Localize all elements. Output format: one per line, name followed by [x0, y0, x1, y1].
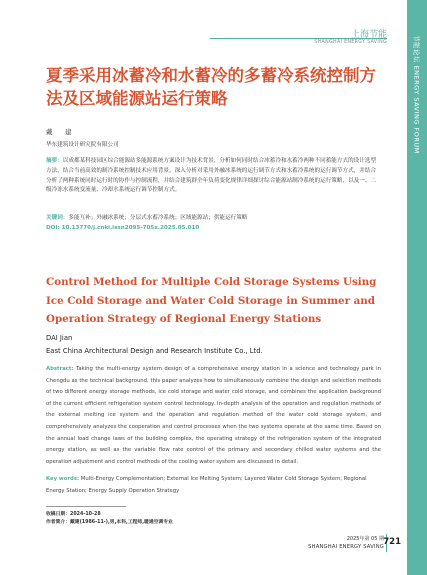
journal-name: 上海节能 [350, 30, 387, 40]
abstract-zh [46, 157, 379, 196]
page-number: 721 [383, 537, 401, 547]
abstract-en [46, 364, 381, 468]
header-divider [210, 38, 387, 39]
abstract-text-zh: 以成都某科技园区综合能源站多能源系统方案设计为技术背景，分析如何同时结合冰蓄冷和水蓄冷两种不同蓄能方式的设计选型方法，结合当前高效的制冷系统控制技术应用背景，深入分析对采用外融冰系统的运行调节方式和水蓄冷系统的运行调节方式，并结合分析了两种系统同时运行时的协作与控制流程，并结合建筑群全年负荷变化规律详细探讨综合能源站制冷系统的运行策略，以及一、二级冷冻水系统变流量、冷却水系统运行调节控制方式。 [46, 158, 377, 194]
abstract-text-en: Taking the multi-energy system design of a comprehensive energy station in a science and technology park in Chengdu as the technical background, this paper analyzes how to simultaneously combine the design and selection methods of two different energy storage methods, ice cold storage and water cold storage, and combines the application background of the current efficient refrigeration system control technology. In-depth analysis of the operation and regulation methods of the external melting ice system and the operation and regulation method of the water cold storage system, and comprehensively analyzes the cooperation and control processes when the two systems operate at the same time. Based on the annual load change laws of the building complex, the operating strategy of the refrigeration system of the integrated energy station, as well as the variable flow rate control of the primary and secondary chilled water systems and the operation adjustment and control methods of the cooling water system are discussed in detail. [46, 366, 381, 465]
footnote-divider [46, 506, 126, 507]
keywords-zh [46, 213, 379, 221]
author-bio: 作者简介：戴建(1986-11-),男,本科,工程师,暖通空调专业 [46, 520, 173, 525]
issue-journal-en: SHANGHAI ENERGY SAVING [308, 544, 384, 550]
abstract-label-en: Abstract: [46, 366, 74, 372]
author-en: DAI Jian [46, 334, 73, 342]
keywords-label-en: Key words: [46, 476, 80, 482]
journal-name-en: SHANGHAI ENERGY SAVING [314, 40, 387, 45]
sidebar-label: 节能论坛 ENERGY SAVING FORUM [412, 35, 421, 154]
keywords-label-zh: 关键词： [46, 215, 69, 221]
abstract-label-zh: 摘要： [46, 158, 63, 164]
keywords-en [46, 474, 381, 497]
author-zh: 戴 建 [46, 128, 75, 136]
affiliation-en: East China Architectural Design and Research Institute Co., Ltd. [46, 347, 263, 355]
keywords-text-zh: 多能互补；外融冰系统；分层式水蓄冷系统；区域能源站；供能运行策略 [68, 215, 248, 221]
issue-label: 2025年第 05 期 [346, 536, 384, 542]
affiliation-zh: 华东建筑设计研究院有限公司 [46, 142, 119, 148]
doi[interactable]: DOI: 10.13770/j.cnki.issn2095-705x.2025.05.010 [46, 225, 200, 231]
keywords-text-en: Multi-Energy Complementation; External Ice Melting System; Layered Water Cold Storage System; Regional Energy Station; Energy Supply Operation Strategy [46, 476, 367, 494]
section-sidebar [407, 0, 427, 575]
article-title-zh: 夏季采用冰蓄冷和水蓄冷的多蓄冷系统控制方法及区域能源站运行策略 [46, 66, 376, 108]
received-date: 收稿日期：2024-10-28 [46, 512, 101, 517]
article-title-en: Control Method for Multiple Cold Storage Systems Using Ice Cold Storage and Water Cold Storage in Summer and Operation Strategy of Regional Energy Stations [46, 276, 377, 325]
